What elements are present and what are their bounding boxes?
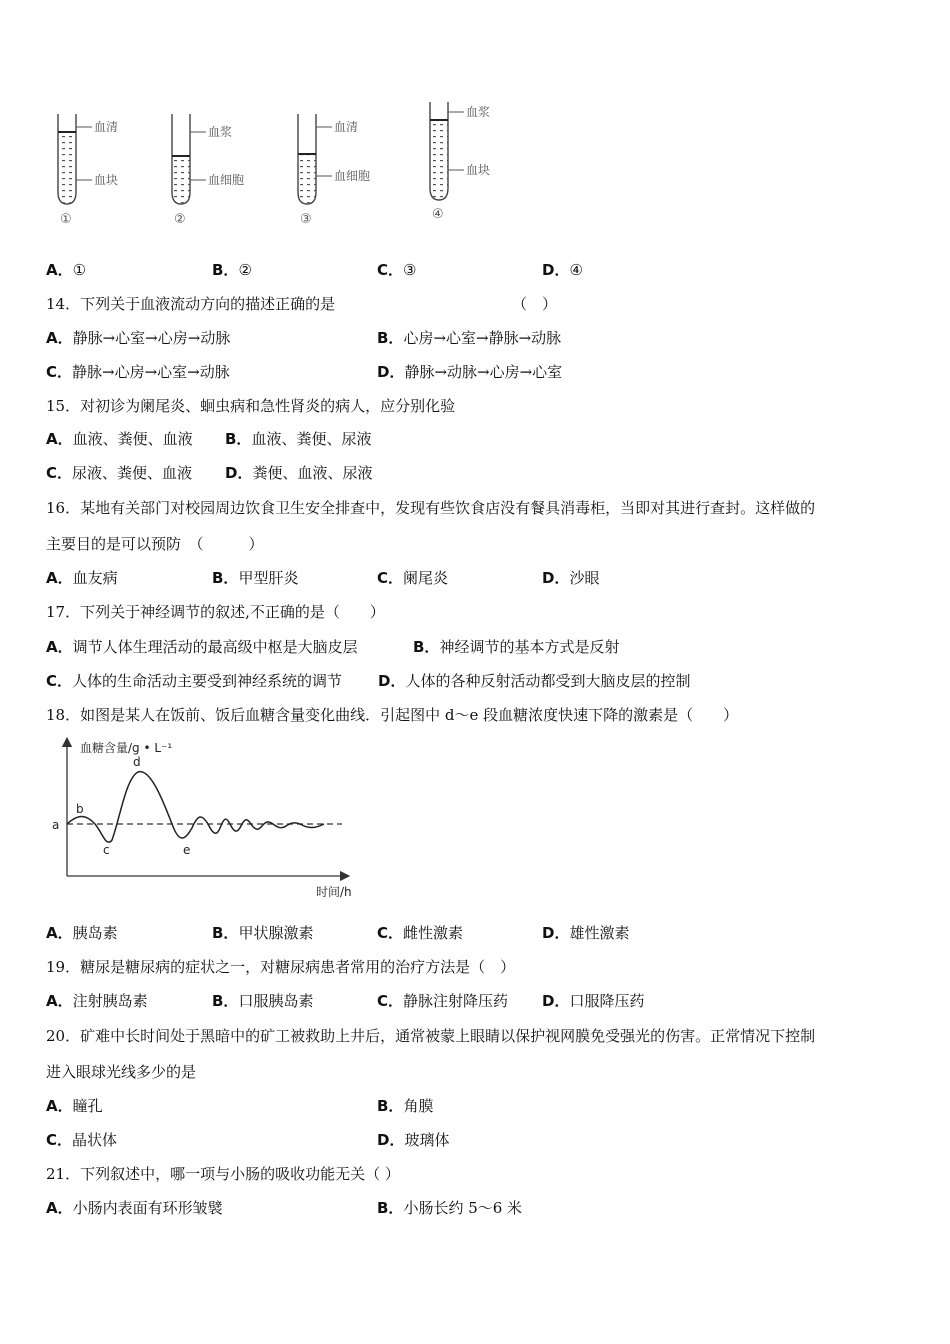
q16-option-d[interactable]: D．沙眼 (542, 569, 600, 587)
q20-option-a[interactable]: A．瞳孔 (46, 1097, 103, 1115)
q16-option-b[interactable]: B．甲型肝炎 (212, 569, 299, 587)
tube-4-top-label: 血浆 (466, 105, 491, 119)
q20-option-c[interactable]: C．晶状体 (46, 1131, 118, 1149)
q18-stem: 18．如图是某人在饭前、饭后血糖含量变化曲线．引起图中 d～e 段血糖浓度快速下降的激素是（ ） (46, 706, 739, 724)
q19-option-d[interactable]: D．口服降压药 (542, 992, 645, 1010)
y-axis-label: 血糖含量/g • L⁻¹ (80, 741, 173, 755)
q13-option-a[interactable]: A．① (46, 261, 87, 279)
q20-stem-line1: 20．矿难中长时间处于黑暗中的矿工被救助上井后，通常被蒙上眼睛以保护视网膜免受强光的伤害。正常情况下控制 (46, 1027, 816, 1045)
tube-3-top-label: 血清 (334, 120, 359, 134)
q19-option-a[interactable]: A．注射胰岛素 (46, 992, 148, 1010)
tube-3-bottom-label: 血细胞 (334, 169, 371, 183)
q17-option-b[interactable]: B．神经调节的基本方式是反射 (413, 638, 620, 656)
q17-option-c[interactable]: C．人体的生命活动主要受到神经系统的调节 (46, 672, 343, 690)
q18-option-d[interactable]: D．雄性激素 (542, 924, 630, 942)
q13-option-b[interactable]: B．② (212, 261, 252, 279)
q13-option-c[interactable]: C．③ (377, 261, 417, 279)
q16-option-c[interactable]: C．阑尾炎 (377, 569, 449, 587)
q15-option-b[interactable]: B．血液、粪便、尿液 (225, 430, 372, 448)
tube-1-number: ① (60, 212, 72, 227)
q16-stem-line1: 16．某地有关部门对校园周边饮食卫生安全排查中，发现有些饮食店没有餐具消毒柜，当即对其进行查封。这样做的 (46, 499, 816, 517)
q18-option-a[interactable]: A．胰岛素 (46, 924, 118, 942)
point-c-label: c (103, 843, 110, 857)
tube-2-top-label: 血浆 (208, 125, 233, 139)
q19-option-c[interactable]: C．静脉注射降压药 (377, 992, 509, 1010)
q16-option-a[interactable]: A．血友病 (46, 569, 118, 587)
q15-option-a[interactable]: A．血液、粪便、血液 (46, 430, 193, 448)
point-b-label: b (76, 802, 84, 816)
tube-2-number: ② (174, 212, 186, 227)
q18-option-c[interactable]: C．雌性激素 (377, 924, 464, 942)
tube-1 (58, 114, 118, 227)
test-tubes-figure (40, 92, 560, 232)
q19-option-b[interactable]: B．口服胰岛素 (212, 992, 314, 1010)
tube-1-bottom-label: 血块 (94, 173, 119, 187)
q14-option-a[interactable]: A．静脉→心室→心房→动脉 (46, 329, 231, 347)
blood-sugar-curve-figure (40, 728, 370, 906)
tube-3 (298, 114, 370, 227)
q21-option-a[interactable]: A．小肠内表面有环形皱襞 (46, 1199, 223, 1217)
tube-3-number: ③ (300, 212, 312, 227)
q20-option-b[interactable]: B．角膜 (377, 1097, 434, 1115)
q17-option-a[interactable]: A．调节人体生理活动的最高级中枢是大脑皮层 (46, 638, 358, 656)
tube-2 (172, 114, 244, 227)
q15-stem: 15．对初诊为阑尾炎、蛔虫病和急性肾炎的病人，应分别化验 (46, 397, 456, 415)
q14-option-d[interactable]: D．静脉→动脉→心房→心室 (377, 363, 563, 381)
q20-stem-line2: 进入眼球光线多少的是 (46, 1063, 197, 1081)
q21-option-b[interactable]: B．小肠长约 5～6 米 (377, 1199, 523, 1217)
tube-4-number: ④ (432, 207, 444, 222)
x-axis-label: 时间/h (316, 885, 352, 899)
point-a-label: a (52, 818, 60, 832)
tube-2-bottom-label: 血细胞 (208, 173, 245, 187)
point-d-label: d (133, 755, 141, 769)
q14-answer-blank: （ ） (512, 295, 558, 313)
tube-4 (430, 102, 490, 222)
q15-option-c[interactable]: C．尿液、粪便、血液 (46, 464, 193, 482)
q13-option-d[interactable]: D．④ (542, 261, 583, 279)
q21-stem: 21．下列叙述中，哪一项与小肠的吸收功能无关（ ） (46, 1165, 400, 1183)
q16-stem-line2: 主要目的是可以预防 （ ） (46, 535, 264, 553)
q14-stem: 14．下列关于血液流动方向的描述正确的是 (46, 295, 336, 313)
q17-option-d[interactable]: D．人体的各种反射活动都受到大脑皮层的控制 (378, 672, 691, 690)
q17-stem: 17．下列关于神经调节的叙述,不正确的是（ ） (46, 603, 385, 621)
q19-stem: 19．糖尿是糖尿病的症状之一，对糖尿病患者常用的治疗方法是（ ） (46, 958, 516, 976)
q20-option-d[interactable]: D．玻璃体 (377, 1131, 450, 1149)
blood-sugar-curve (67, 772, 324, 843)
q14-option-b[interactable]: B．心房→心室→静脉→动脉 (377, 329, 562, 347)
tube-4-bottom-label: 血块 (466, 163, 491, 177)
q14-option-c[interactable]: C．静脉→心房→心室→动脉 (46, 363, 230, 381)
q15-option-d[interactable]: D．粪便、血液、尿液 (225, 464, 373, 482)
tube-1-top-label: 血清 (94, 120, 119, 134)
point-e-label: e (183, 843, 191, 857)
q18-option-b[interactable]: B．甲状腺激素 (212, 924, 314, 942)
